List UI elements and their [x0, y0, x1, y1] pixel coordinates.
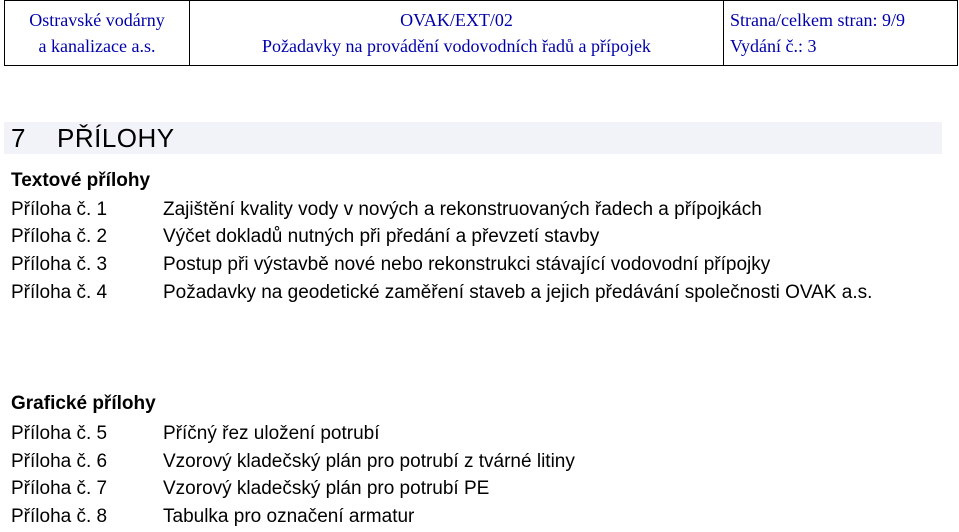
attachment-label: Příloha č. 5 — [11, 423, 108, 444]
header-page-count: Strana/celkem stran: 9/9 — [730, 10, 905, 30]
list-item — [11, 279, 923, 306]
attachment-label: Příloha č. 2 — [11, 226, 108, 247]
attachment-text: Tabulka pro označení armatur — [163, 506, 415, 527]
attachment-label: Příloha č. 3 — [11, 254, 108, 275]
section-number: 7 — [11, 122, 26, 153]
list-item — [11, 475, 923, 502]
attachment-text: Požadavky na geodetické zaměření staveb a jejich předávání společnosti OVAK a.s. — [163, 282, 873, 303]
attachment-text: Vzorový kladečský plán pro potrubí PE — [163, 478, 490, 499]
header-company — [5, 1, 190, 65]
text-attachments-title: Textové přílohy — [11, 170, 151, 191]
list-item — [11, 420, 923, 447]
header-company-line2: a kanalizace a.s. — [38, 36, 156, 56]
header-doc-title: Požadavky na provádění vodovodních řadů a přípojek — [262, 36, 651, 56]
attachment-label: Příloha č. 1 — [11, 199, 108, 220]
document-header — [4, 0, 958, 66]
attachment-text: Zajištění kvality vody v nových a rekonstruovaných řadech a přípojkách — [163, 199, 762, 220]
attachment-text: Výčet dokladů nutných při předání a převzetí stavby — [163, 226, 600, 247]
list-item — [11, 448, 923, 475]
header-document-id — [190, 1, 724, 65]
attachment-text: Příčný řez uložení potrubí — [163, 423, 380, 444]
list-item — [11, 503, 923, 530]
attachment-label: Příloha č. 7 — [11, 478, 108, 499]
header-page-info — [724, 1, 957, 65]
attachment-label: Příloha č. 4 — [11, 282, 108, 303]
attachment-text: Postup při výstavbě nové nebo rekonstrukci stávající vodovodní přípojky — [163, 254, 771, 275]
list-item — [11, 251, 923, 278]
list-item — [11, 196, 923, 223]
header-doc-code: OVAK/EXT/02 — [400, 10, 513, 30]
graphic-attachments-title: Grafické přílohy — [11, 393, 156, 414]
section-title: PŘÍLOHY — [57, 122, 175, 153]
list-item — [11, 223, 923, 250]
header-company-line1: Ostravské vodárny — [29, 10, 165, 30]
attachment-text: Vzorový kladečský plán pro potrubí z tvárné litiny — [163, 451, 575, 472]
header-edition: Vydání č.: 3 — [730, 36, 817, 56]
section-heading — [4, 122, 942, 154]
attachment-label: Příloha č. 8 — [11, 506, 108, 527]
attachment-label: Příloha č. 6 — [11, 451, 108, 472]
